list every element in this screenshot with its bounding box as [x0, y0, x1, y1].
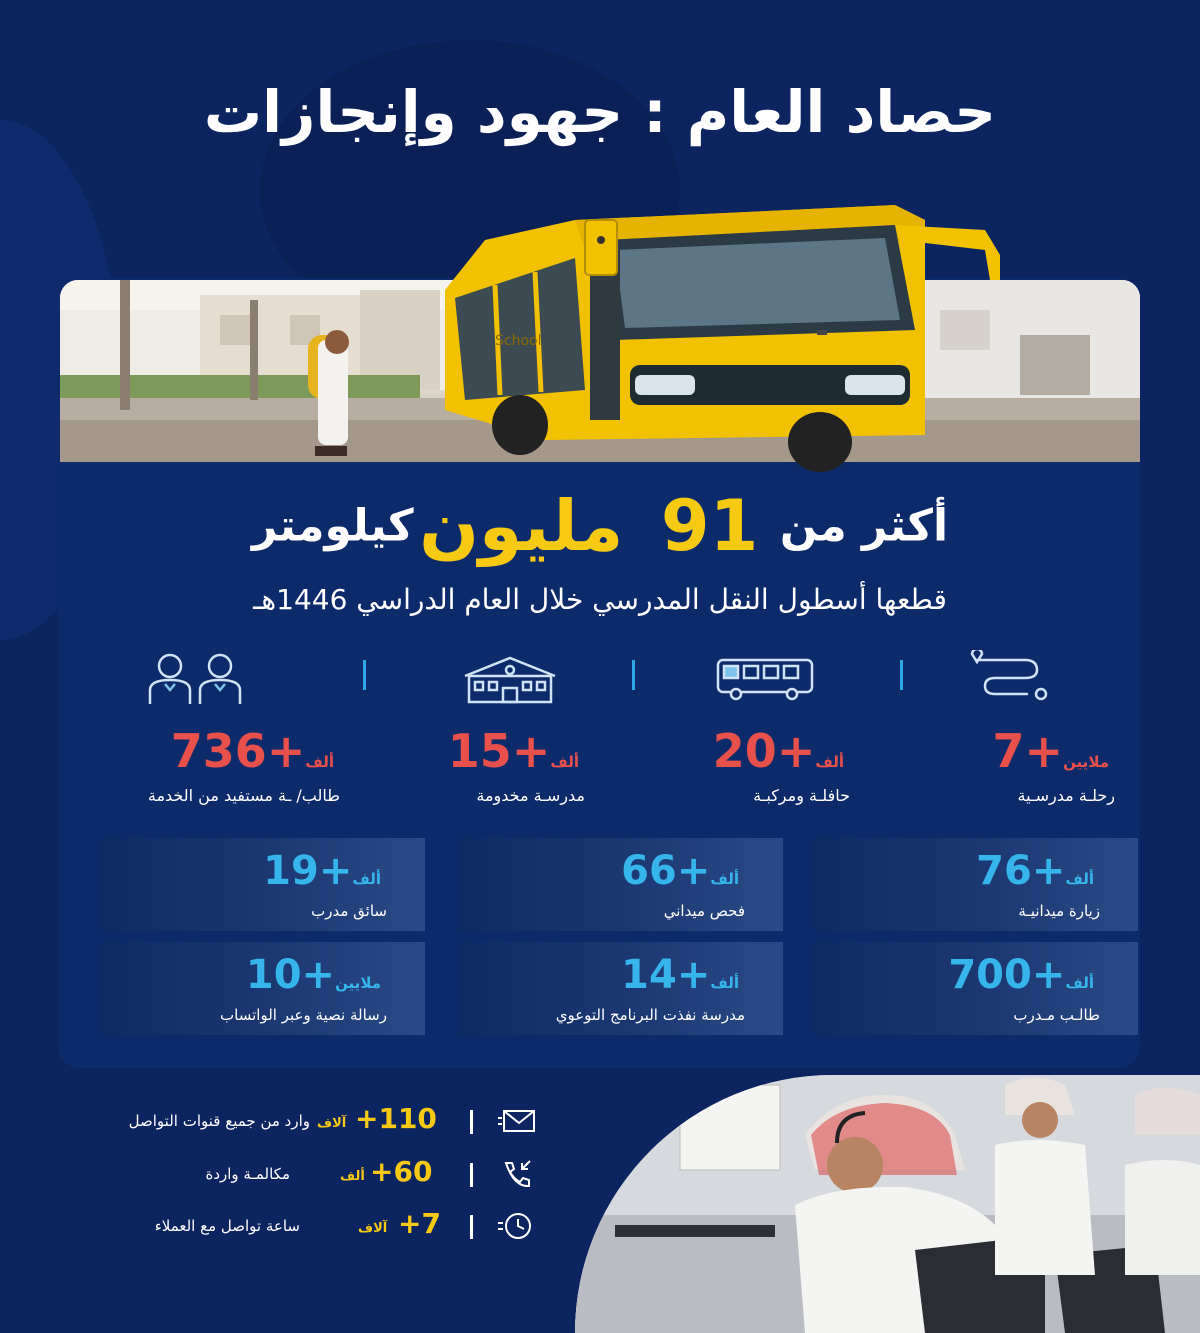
divider	[470, 1163, 473, 1187]
stat-label: رحلـة مدرسـية	[1017, 786, 1115, 805]
stat-schools	[335, 648, 585, 818]
call-center-photo	[575, 1075, 1200, 1333]
envelope-icon	[498, 1106, 538, 1136]
stat-card-messages: ملايين+10 رسالة نصية وعبر الواتساب	[100, 942, 425, 1035]
stat-value: ألف+15	[447, 724, 579, 778]
contact-value: +7	[398, 1207, 441, 1240]
school-icon	[455, 650, 565, 706]
contact-value: +110	[355, 1102, 437, 1135]
headline	[60, 485, 1140, 575]
stat-value: ألف+736	[170, 724, 334, 778]
route-icon	[965, 650, 1075, 706]
contact-unit: آلاف	[358, 1221, 388, 1236]
clock-icon	[498, 1211, 538, 1241]
stat-value: ألف+20	[712, 724, 844, 778]
headline-number: 91	[660, 485, 759, 567]
contact-unit: آلاف	[317, 1116, 347, 1131]
stat-card-field-visits: ألف+76 زيارة ميدانيـة	[813, 838, 1138, 931]
headline-million: مليون	[419, 485, 624, 567]
stat-card-trained-students: ألف+700 طالـب مـدرب	[813, 942, 1138, 1035]
contact-label: وارد من جميع قنوات التواصل	[128, 1112, 310, 1130]
phone-icon	[498, 1159, 538, 1189]
headline-prefix: أكثر من	[779, 500, 949, 552]
contact-label: ساعة تواصل مع العملاء	[154, 1217, 300, 1235]
stat-label: مدرسـة مخدومة	[476, 786, 585, 805]
stat-label: حافلـة ومركبـة	[753, 786, 850, 805]
contact-row-inbound	[40, 1102, 540, 1142]
stat-card-field-inspections: ألف+66 فحص ميداني	[458, 838, 783, 931]
stat-card-awareness-schools: ألف+14 مدرسة نفذت البرنامج التوعوي	[458, 942, 783, 1035]
stat-card-trained-drivers: ألف+19 سائق مدرب	[100, 838, 425, 931]
bus-icon	[710, 650, 820, 706]
page-title: حصاد العام : جهود وإنجازات	[203, 78, 997, 146]
stat-value: ملايين+7	[992, 724, 1109, 778]
stat-buses	[600, 648, 850, 818]
subtitle: قطعها أسطول النقل المدرسي خلال العام الدراسي 1446هـ	[253, 583, 947, 616]
divider	[900, 660, 903, 690]
divider	[470, 1110, 473, 1134]
divider	[363, 660, 366, 690]
contact-value: +60	[370, 1155, 433, 1188]
headline-suffix: كيلومتر	[251, 500, 414, 552]
students-icon	[140, 650, 250, 706]
divider	[470, 1215, 473, 1239]
top-stats	[60, 648, 1140, 818]
contact-row-hours	[40, 1207, 540, 1247]
divider	[632, 660, 635, 690]
contact-label: مكالمـة واردة	[205, 1165, 290, 1183]
stat-students	[90, 648, 340, 818]
contact-unit: ألف	[340, 1169, 365, 1184]
school-bus-image	[425, 180, 1025, 475]
bus-text: School	[495, 333, 542, 349]
contact-row-calls	[40, 1155, 540, 1195]
stat-label: طالب/ ـة مستفيد من الخدمة	[147, 786, 340, 805]
